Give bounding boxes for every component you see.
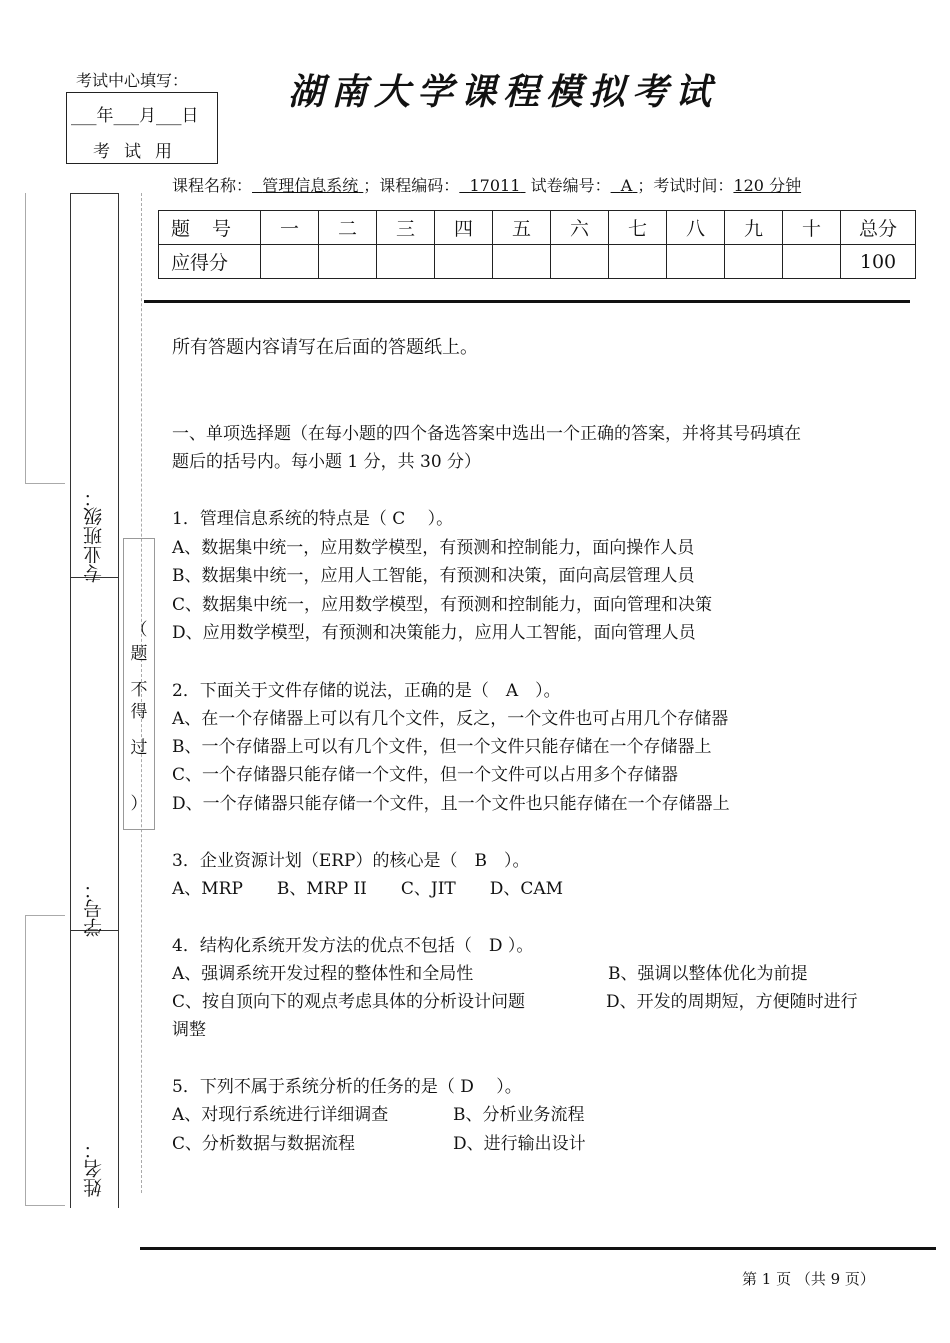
points-cell-4 [435,245,493,279]
instruction: 所有答题内容请写在后面的答题纸上。 [172,337,478,358]
points-cell-5 [493,245,551,279]
q1-option-c: C、数据集中统一，应用数学模型，有预测和控制能力，面向管理和决策 [172,595,713,615]
q2-option-a: A、在一个存储器上可以有几个文件，反之，一个文件也可占用几个存储器 [172,709,729,729]
total-points: 100 [841,245,916,279]
time-label: ；考试时间： [637,176,734,195]
course-name-label: 课程名称： [172,176,253,195]
q2-option-c: C、一个存储器只能存储一个文件，但一个文件可以占用多个存储器 [172,765,679,785]
q2-stem: 2．下面关于文件存储的说法，正确的是（ A ）。 [172,681,561,701]
question-number-label: 题 号 [159,211,261,245]
q3-options: A、MRP B、MRP II C、JIT D、CAM [172,879,564,899]
q5-option-c: C、分析数据与数据流程 [172,1134,356,1154]
page-footer: 第 1 页 （共 9 页） [742,1270,875,1288]
top-rule [144,300,910,303]
col-2: 二 [319,211,377,245]
exam-time: 120 分钟 [733,176,802,195]
bottom-rule [140,1247,936,1250]
col-4: 四 [435,211,493,245]
q4-option-b: B、强调以整体优化为前提 [608,964,808,984]
q1-stem: 1．管理信息系统的特点是（ C ）。 [172,509,454,529]
points-cell-9 [725,245,783,279]
col-5: 五 [493,211,551,245]
q5-option-b: B、分析业务流程 [453,1105,585,1125]
col-1: 一 [261,211,319,245]
section-heading-line2: 题后的括号内。每小题 1 分，共 30 分） [172,452,482,472]
student-id-label: 学号： [83,880,105,937]
paper-number: A [620,176,633,195]
class-label: 专业班级： [83,488,105,583]
score-table-points-row [159,245,916,279]
page-title: 湖南大学课程模拟考试 [288,71,719,113]
exam-center-box [66,92,218,164]
score-table [158,210,916,279]
points-cell-3 [377,245,435,279]
no-answer-zone-note: （ 题 不 得 过 ） [123,538,155,830]
col-10: 十 [783,211,841,245]
points-cell-8 [667,245,725,279]
points-cell-6 [551,245,609,279]
col-8: 八 [667,211,725,245]
points-cell-10 [783,245,841,279]
q2-option-b: B、一个存储器上可以有几个文件，但一个文件只能存储在一个存储器上 [172,737,712,757]
col-6: 六 [551,211,609,245]
points-cell-7 [609,245,667,279]
q4-option-c: C、按自顶向下的观点考虑具体的分析设计问题 [172,992,526,1012]
section-heading-line1: 一、单项选择题（在每小题的四个备选答案中选出一个正确的答案，并将其号码填在 [172,424,801,444]
score-table-header-row [159,211,916,245]
q5-option-d: D、进行输出设计 [453,1134,586,1154]
course-code-label: ；课程编码： [363,176,460,195]
exam-center-label: 考试中心填写： [76,71,189,90]
q1-option-a: A、数据集中统一，应用数学模型，有预测和控制能力，面向操作人员 [172,538,695,558]
q5-stem: 5．下列不属于系统分析的任务的是（ D ）。 [172,1077,522,1097]
total-label: 总分 [841,211,916,245]
q4-stem: 4．结构化系统开发方法的优点不包括（ D ）。 [172,936,534,956]
q4-option-d: D、开发的周期短，方便随时进行 [606,992,858,1012]
student-name-label: 姓名： [83,1140,105,1197]
course-code: 17011 [469,176,521,195]
paper-label: 试卷编号： [530,176,611,195]
q5-option-a: A、对现行系统进行详细调查 [172,1105,389,1125]
q1-option-d: D、应用数学模型，有预测和决策能力，应用人工智能，面向管理人员 [172,623,696,643]
course-name: 管理信息系统 [262,176,359,195]
exam-use-label: 考试用 [93,142,186,162]
q1-option-b: B、数据集中统一，应用人工智能，有预测和决策，面向高层管理人员 [172,566,695,586]
q3-stem: 3．企业资源计划（ERP）的核心是（ B ）。 [172,851,530,871]
col-3: 三 [377,211,435,245]
q4-option-a: A、强调系统开发过程的整体性和全局性 [172,964,474,984]
col-9: 九 [725,211,783,245]
q4-option-d-continued: 调整 [172,1020,206,1040]
date-line: ___年___月___日 [71,106,199,126]
course-info [172,173,801,196]
points-cell-2 [319,245,377,279]
col-7: 七 [609,211,667,245]
q2-option-d: D、一个存储器只能存储一个文件，且一个文件也只能存储在一个存储器上 [172,794,730,814]
points-cell-1 [261,245,319,279]
points-label: 应得分 [159,245,261,279]
